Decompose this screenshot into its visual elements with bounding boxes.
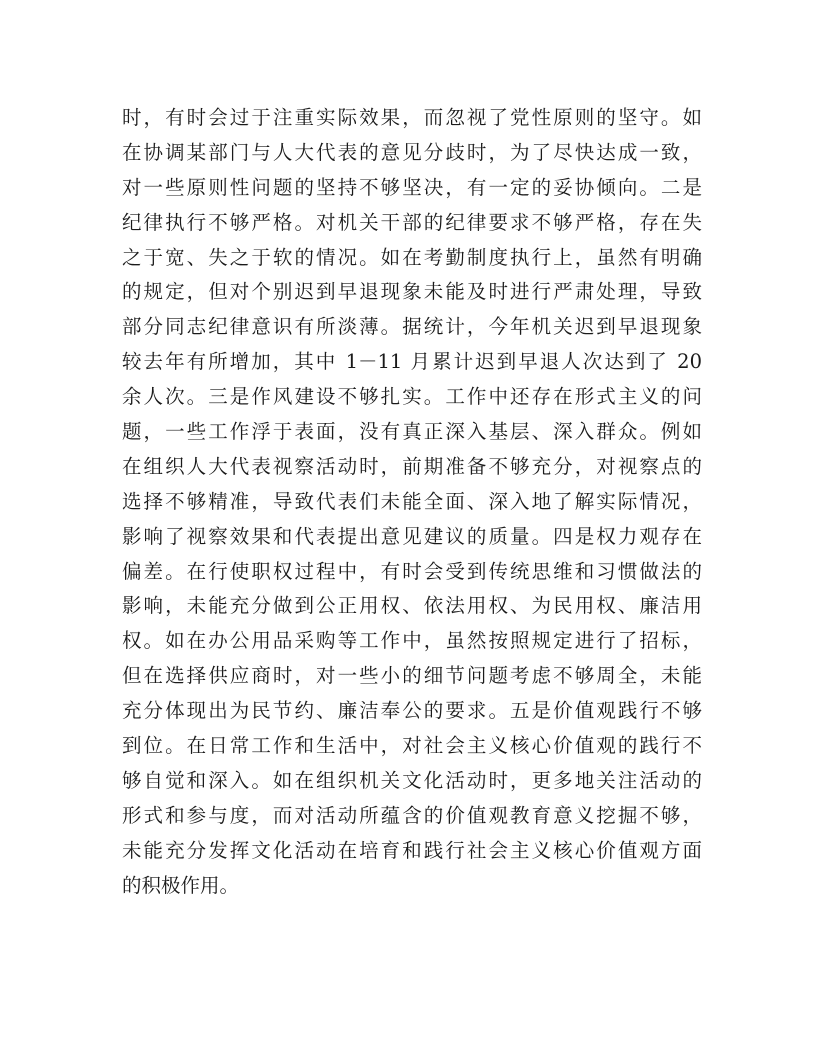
text-line: 偏差。在行使职权过程中，有时会受到传统思维和习惯做法的 — [122, 559, 702, 583]
text-line: 未能充分发挥文化活动在培育和践行社会主义核心价值观方面 — [122, 838, 702, 862]
text-line: 余人次。三是作风建设不够扎实。工作中还存在形式主义的问 — [122, 385, 702, 409]
text-line: 影响，未能充分做到公正用权、依法用权、为民用权、廉洁用 — [122, 594, 702, 618]
text-line: 对一些原则性问题的坚持不够坚决，有一定的妥协倾向。二是 — [122, 175, 702, 199]
text-line: 之于宽、失之于软的情况。如在考勤制度执行上，虽然有明确 — [122, 245, 702, 269]
text-line: 但在选择供应商时，对一些小的细节问题考虑不够周全，未能 — [122, 664, 702, 688]
text-line: 的积极作用。 — [122, 873, 240, 897]
text-line: 时，有时会过于注重实际效果，而忽视了党性原则的坚守。如 — [122, 106, 702, 129]
text-line: 权。如在办公用品采购等工作中，虽然按照规定进行了招标， — [122, 629, 702, 653]
text-line: 够自觉和深入。如在组织机关文化活动时，更多地关注活动的 — [122, 768, 702, 792]
body-paragraph — [122, 101, 702, 903]
text-line: 较去年有所增加，其中 1－11 月累计迟到早退人次达到了 20 — [122, 350, 702, 374]
text-line: 充分体现出为民节约、廉洁奉公的要求。五是价值观践行不够 — [122, 699, 702, 723]
text-line: 选择不够精准，导致代表们未能全面、深入地了解实际情况， — [122, 489, 702, 513]
text-line: 形式和参与度，而对活动所蕴含的价值观教育意义挖掘不够， — [122, 803, 702, 827]
text-line: 题，一些工作浮于表面，没有真正深入基层、深入群众。例如 — [122, 420, 702, 444]
text-line: 纪律执行不够严格。对机关干部的纪律要求不够严格，存在失 — [122, 210, 702, 234]
text-line: 到位。在日常工作和生活中，对社会主义核心价值观的践行不 — [122, 734, 702, 758]
text-line: 在协调某部门与人大代表的意见分歧时，为了尽快达成一致， — [122, 140, 702, 164]
text-line: 在组织人大代表视察活动时，前期准备不够充分，对视察点的 — [122, 454, 702, 478]
text-line: 的规定，但对个别迟到早退现象未能及时进行严肃处理，导致 — [122, 280, 702, 304]
text-line: 影响了视察效果和代表提出意见建议的质量。四是权力观存在 — [122, 524, 702, 548]
text-line: 部分同志纪律意识有所淡薄。据统计，今年机关迟到早退现象 — [122, 315, 702, 339]
